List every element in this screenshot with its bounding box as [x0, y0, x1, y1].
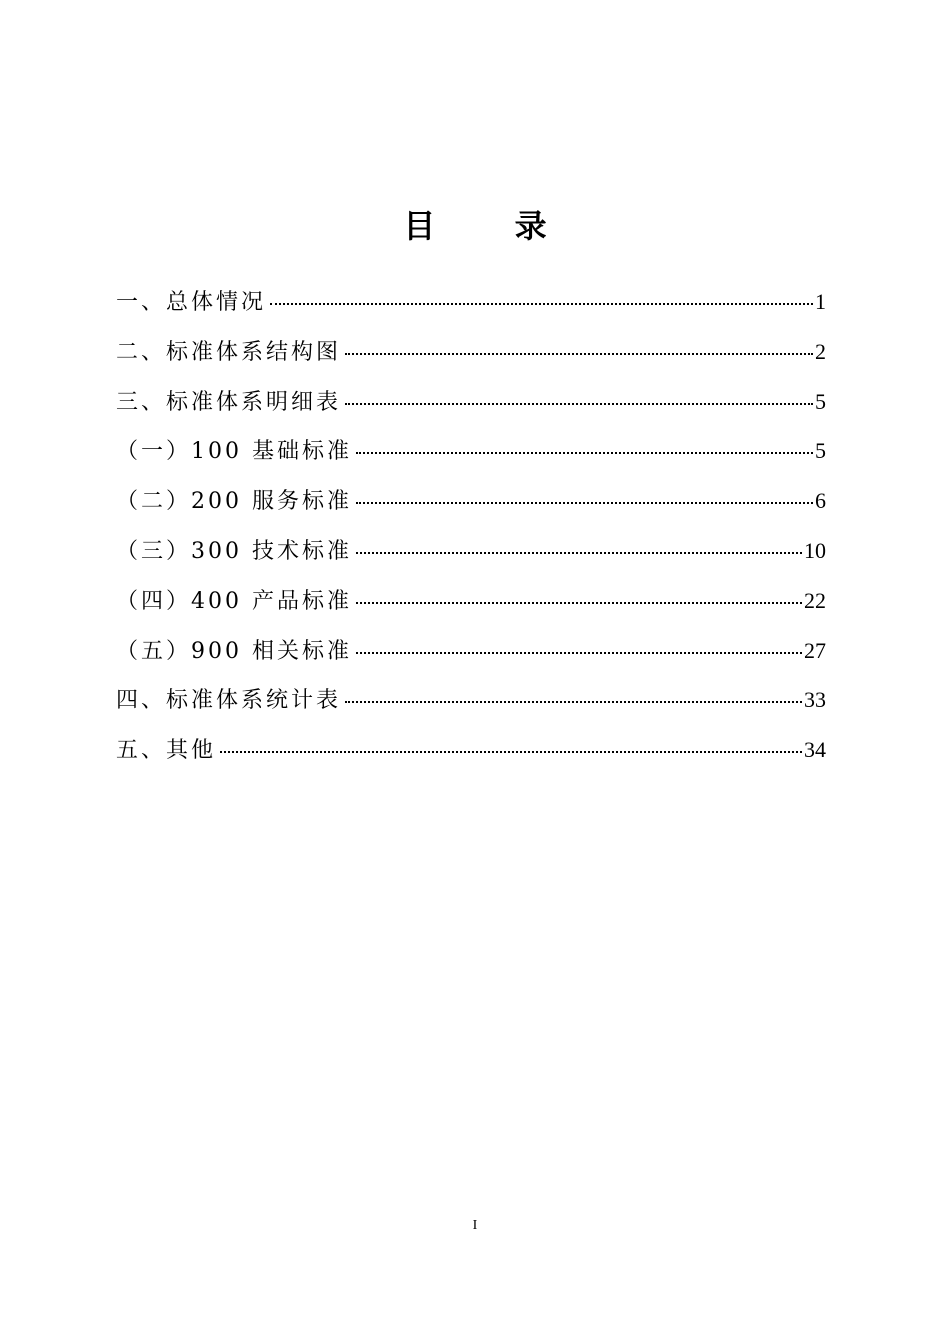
toc-entry[interactable]	[116, 581, 826, 631]
toc-entry-label: （二）200 服务标准	[116, 489, 352, 515]
toc-entry[interactable]	[116, 631, 826, 681]
toc-entry-label: 三、标准体系明细表	[116, 389, 342, 415]
toc-entry-page: 5	[815, 388, 826, 414]
toc-entry-label: （四）400 产品标准	[116, 588, 352, 614]
toc-entry-page: 1	[815, 289, 826, 314]
toc-dot-leader	[356, 452, 813, 454]
toc-dot-leader	[356, 552, 802, 554]
toc-entry-label: 四、标准体系统计表	[116, 688, 342, 714]
toc-dot-leader	[345, 701, 802, 703]
toc-dot-leader	[356, 502, 813, 504]
toc-entry[interactable]	[116, 531, 826, 581]
toc-entry-page: 2	[815, 338, 826, 364]
toc-entry-label: 五、其他	[116, 738, 217, 764]
toc-dot-leader	[356, 602, 802, 604]
toc-dot-leader	[356, 652, 802, 654]
toc-entry[interactable]	[116, 680, 826, 730]
toc-entry-page: 10	[804, 537, 826, 563]
toc-entry[interactable]	[116, 481, 826, 531]
toc-entry-label: （三）300 技术标准	[116, 538, 352, 564]
toc-entry-page: 6	[815, 488, 826, 514]
toc-dot-leader	[345, 353, 813, 355]
page-title: 目 录	[403, 207, 581, 245]
toc-entry[interactable]	[116, 730, 826, 780]
toc-entry[interactable]	[116, 332, 826, 382]
toc-entry[interactable]	[116, 382, 826, 432]
toc-entry[interactable]	[116, 431, 826, 481]
toc-entry-label: （五）900 相关标准	[116, 638, 352, 664]
toc-dot-leader	[270, 303, 813, 305]
toc-entry-page: 34	[804, 737, 826, 763]
table-of-contents	[116, 282, 826, 780]
toc-dot-leader	[220, 751, 802, 753]
toc-entry-label: 二、标准体系结构图	[116, 339, 342, 365]
toc-entry-page: 33	[804, 687, 826, 713]
toc-entry-label: （一）100 基础标准	[116, 439, 352, 465]
toc-dot-leader	[345, 403, 813, 405]
page-number: I	[472, 1218, 478, 1233]
toc-entry-page: 27	[804, 637, 826, 663]
toc-entry-label: 一、总体情况	[116, 290, 267, 315]
toc-entry-page: 22	[804, 587, 826, 613]
toc-entry-page: 5	[815, 438, 826, 464]
toc-entry[interactable]	[116, 282, 826, 332]
